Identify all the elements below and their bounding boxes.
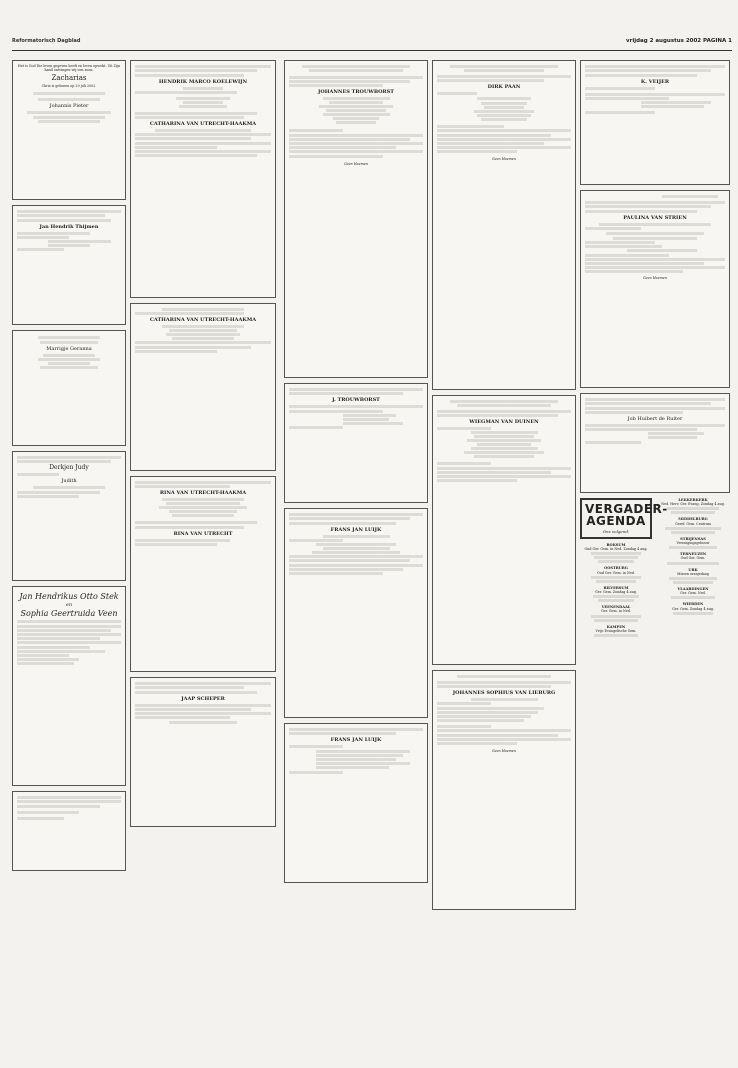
notice-scheper <box>130 677 276 827</box>
notice-footnote: Geen bloemen <box>491 748 516 753</box>
notice-lieburg <box>432 670 576 910</box>
notice-ruiter <box>580 393 730 493</box>
notice-luijk-2 <box>284 723 428 883</box>
agenda-left <box>580 498 668 640</box>
notice-trouwborst <box>284 60 428 378</box>
agenda-title: VERGADER-AGENDA <box>585 502 668 528</box>
agenda-entry-name: BOKSUM <box>606 543 626 547</box>
notice-name: JOHANNES TROUWBORST <box>318 89 394 96</box>
column-5 <box>580 60 730 640</box>
agenda-entry-name: KAMPEN <box>606 624 626 629</box>
agenda-entry <box>656 568 730 584</box>
agenda-entry-text: Ger. Gem. Zondag 4 aug. <box>672 606 714 611</box>
agenda-entry-text: Verenigingsgebouw <box>676 541 710 546</box>
notice-name: Derkjen Judy <box>49 464 89 472</box>
notice-judy <box>12 451 126 581</box>
agenda-entry-text: Geref. Gem. Centrum <box>675 521 711 526</box>
notice-name: JOHANNES SOPHIUS VAN LIEBURG <box>452 690 556 697</box>
notice-koelewijn <box>130 60 276 298</box>
agenda-entry <box>656 537 730 549</box>
agenda-entry <box>656 517 730 533</box>
notice-groom: Jan Hendrikus Otto Stek <box>19 592 119 601</box>
notice-thanks <box>12 791 126 871</box>
agenda-entry <box>580 566 652 582</box>
notice-name: DIRK PAAN <box>487 84 521 91</box>
agenda-entry-name: STRIJENSAS <box>680 536 706 541</box>
notice-name: K. VEIJER <box>640 78 670 85</box>
notice-and: en <box>65 602 73 608</box>
notice-strien <box>580 190 730 388</box>
agenda-entry-name: VEENENDAAL <box>601 605 631 610</box>
notice-wiegman <box>432 395 576 665</box>
notice-footnote: Geen bloemen <box>642 276 667 281</box>
date-page-label: vrijdag 2 augustus 2002 PAGINA 1 <box>626 38 732 44</box>
notice-name: JAAP SCHEPER <box>181 695 225 702</box>
agenda-entry-text: Vrije Evangelische Gem. <box>595 628 637 633</box>
notice-bride: Sophia Geertruida Veen <box>20 609 118 619</box>
notice-catharina <box>130 303 276 471</box>
agenda-area <box>580 498 730 640</box>
agenda-entry-name: OOSTBURG <box>604 566 628 571</box>
notice-name-2: RINA VAN UTRECHT <box>173 530 233 537</box>
agenda-entry-text: Missen oranjedaag <box>677 571 709 576</box>
notice-luijk <box>284 508 428 718</box>
agenda-subtitle: Ons volgend: <box>602 529 630 534</box>
notice-name-2: CATHARINA VAN UTRECHT-HAAKMA <box>149 120 257 127</box>
agenda-entry <box>580 625 652 637</box>
agenda-entry <box>580 543 652 563</box>
column-2 <box>130 60 276 832</box>
notice-name-2: Johannis Pieter <box>49 102 89 109</box>
notice-stek <box>12 586 126 786</box>
notice-name: Zacharias <box>51 74 87 83</box>
agenda-entry <box>656 587 730 599</box>
agenda-header <box>580 498 668 539</box>
column-4 <box>432 60 576 915</box>
agenda-entry-text: Oud Ger. Gem. <box>680 556 706 561</box>
agenda-entry-name: VLAARDINGEN <box>677 587 709 592</box>
notice-name: RINA VAN UTRECHT-HAAKMA <box>159 490 247 497</box>
agenda-entry-text: Ger. Gem. in Ned. <box>601 609 631 614</box>
notice-name: Job Huibert de Ruiter <box>627 415 683 422</box>
notice-name-2: Judith <box>61 478 77 485</box>
agenda-entry-name: URK <box>688 567 698 572</box>
notice-j-trouwborst <box>284 383 428 503</box>
masthead: Reformatorisch Dagblad <box>12 38 81 44</box>
notice-paan <box>432 60 576 390</box>
agenda-entry-text: Ger. Gem. Ned. <box>680 591 706 596</box>
agenda-entry-name: MIDDELBURG <box>678 517 708 522</box>
notice-rina <box>130 476 276 672</box>
notice-footnote: Geen bloemen <box>343 161 368 166</box>
agenda-entry <box>656 552 730 564</box>
notice-details: Chris is geboren op 29 juli 2002. <box>41 84 97 89</box>
agenda-entry <box>656 602 730 614</box>
agenda-entry-text: Oud Ger. Gem. in Ned. <box>597 570 635 575</box>
agenda-entry-text: Ned. Herv. Ger. Evang. Zondag 4 aug. <box>661 502 725 507</box>
notice-footnote: Geen bloemen <box>491 157 516 162</box>
notice-name: FRANS JAN LUIJK <box>330 526 382 533</box>
notice-name: CATHARINA VAN UTRECHT-HAAKMA <box>149 317 257 324</box>
notice-thijmen <box>12 205 126 325</box>
agenda-entry-name: TERNEUZEN <box>679 552 707 557</box>
agenda-entry <box>580 605 652 621</box>
notice-name: Jan Hendrik Thijmen <box>39 223 99 230</box>
agenda-entry-name: LEKKERKERK <box>678 498 708 502</box>
notice-name: Marrigje Geranna <box>46 346 92 352</box>
notice-name: J. TROUWBORST <box>332 397 380 404</box>
column-3 <box>284 60 428 888</box>
notice-name: FRANS JAN LUIJK <box>330 737 382 744</box>
agenda-entry <box>580 586 652 602</box>
agenda-right <box>656 498 730 640</box>
notice-marrigje <box>12 330 126 446</box>
notice-quote: Het is God Die leven gegeven heeft en leven opwekt. Uit Zijn hand ontvingen wij een zoon: <box>17 64 121 73</box>
notice-name: PAULINA VAN STRIEN <box>623 214 687 221</box>
notice-veijer <box>580 60 730 185</box>
agenda-entry-text: Ond Ger. Gem. in Ned. Zondag 4 aug. <box>584 547 648 552</box>
column-1 <box>12 60 126 876</box>
page-header <box>12 38 732 51</box>
agenda-entry-text: Ger. Gem. Zondag 4 aug. <box>595 590 637 595</box>
notice-zacharias <box>12 60 126 200</box>
agenda-entry-name: WIERDEN <box>682 602 704 607</box>
notice-name: WIEGMAN VAN DUINEN <box>469 419 539 426</box>
notice-name: HENDRIK MARCO KOELEWIJN <box>158 78 248 85</box>
agenda-entry <box>656 498 730 514</box>
agenda-entry-name: BILVERSUM <box>603 585 629 590</box>
